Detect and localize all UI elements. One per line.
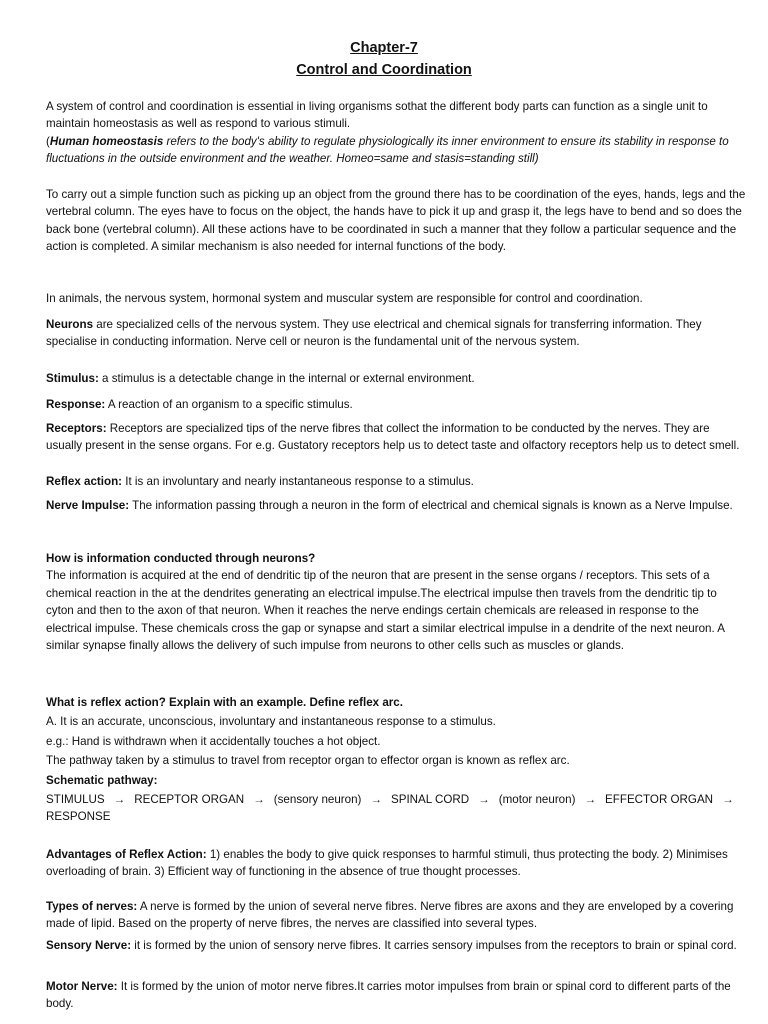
reflex-arc-definition: The pathway taken by a stimulus to travel from receptor organ to effector organ is known as reflex arc.	[46, 754, 570, 768]
sensory-nerve-text: it is formed by the union of sensory nerve fibres. It carries sensory impulses from the receptors to brain or spinal cord.	[131, 939, 737, 952]
receptors-paragraph	[46, 420, 746, 455]
stimulus-paragraph	[46, 370, 746, 387]
reflex-action-paragraph	[46, 473, 746, 490]
chapter-heading: Chapter-7	[350, 40, 418, 56]
advantages-text: 1) enables the body to give quick responses to harmful stimuli, thus protecting the body. 2) Minimises overloading of brain. 3) Efficient way of functioning in the absence of true thought processes.	[46, 848, 728, 879]
chapter-title: Control and Coordination	[296, 62, 472, 78]
reflex-answer: A. It is an accurate, unconscious, involuntary and instantaneous response to a stimulus.	[46, 715, 496, 729]
schematic-label: Schematic pathway:	[46, 773, 158, 787]
arrow-right-icon: →	[113, 793, 126, 807]
arrow-right-icon: →	[722, 793, 734, 807]
response-definition: A reaction of an organism to a specific stimulus.	[105, 398, 353, 411]
motor-nerve-term: Motor Nerve:	[46, 980, 118, 993]
arrow-right-icon: →	[253, 793, 265, 807]
homeostasis-definition: refers to the body's ability to regulate physiologically its inner environment to ensure its stability in response to fluctuations in the outside environment and the weather. Homeo=same and stasis=standing still)	[46, 134, 729, 166]
homeostasis-term: Human homeostasis	[49, 134, 164, 148]
nerve-impulse-definition: The information passing through a neuron in the form of electrical and chemical signals is known as a Nerve Impulse.	[129, 499, 733, 512]
step-response: RESPONSE	[46, 810, 111, 824]
advantages-term: Advantages of Reflex Action:	[46, 848, 207, 861]
intro-paren: (	[46, 134, 50, 148]
receptors-definition: Receptors are specialized tips of the nerve fibres that collect the information to be conducted by the nerves. They are usually present in the sense organs. For e.g. Gustatory receptors help us to detect taste and olfactory receptors help us to detect smell.	[46, 422, 740, 453]
reflex-action-definition: It is an involuntary and nearly instantaneous response to a stimulus.	[122, 475, 474, 488]
function-paragraph: To carry out a simple function such as picking up an object from the ground there has to be coordination of the eyes, hands, legs and the vertebral column. The eyes have to focus on the object, the hands have to pick it up and grasp it, the legs have to bend and so does the back bone (vertebral column). All these actions have to be coordinated in such a manner that they follow a particular sequence and the action is completed. A similar mechanism is also needed for internal functions of the body.	[46, 188, 746, 254]
animals-paragraph: In animals, the nervous system, hormonal system and muscular system are responsible for control and coordination.	[46, 292, 643, 305]
arrow-right-icon: →	[478, 793, 490, 807]
nerve-impulse-paragraph	[46, 497, 746, 514]
motor-nerve-text: It is formed by the union of motor nerve fibres.It carries motor impulses from brain or spinal cord to different parts of the body.	[46, 980, 731, 1011]
stimulus-term: Stimulus:	[46, 372, 99, 385]
step-stimulus: STIMULUS	[46, 793, 105, 807]
step-spinal-cord: SPINAL CORD	[391, 793, 470, 807]
neurons-paragraph	[46, 316, 746, 351]
neurons-definition: are specialized cells of the nervous system. They use electrical and chemical signals for transferring information. They specialise in conducting information. Nerve cell or neuron is the fundamental unit of the nervous system.	[46, 318, 702, 349]
info-answer: The information is acquired at the end of dendritic tip of the neuron that are present in the sense organs / receptors. This sets of a chemical reaction in the at the dendrites generating an electrical impulse.The electrical impulse then travels from the dendritic tip to cyton and then to the axon of that neuron. When it reaches the nerve endings certain chemicals are released in response to the electrical impulse. These chemicals cross the gap or synapse and start a similar electrical impulse in a dendrite of the next neuron. A similar synapse finally allows the delivery of such impulse from neurons to other cells such as muscles or glands.	[46, 569, 725, 653]
response-term: Response:	[46, 398, 106, 411]
step-effector-organ: EFFECTOR ORGAN	[605, 793, 714, 807]
reflex-example: e.g.: Hand is withdrawn when it accidentally touches a hot object.	[46, 734, 381, 748]
types-term: Types of nerves:	[46, 900, 138, 913]
sensory-nerve-paragraph	[46, 937, 746, 954]
motor-nerve-paragraph	[46, 978, 746, 1013]
advantages-paragraph	[46, 846, 746, 881]
intro-paragraph	[46, 98, 746, 168]
info-question-block	[46, 550, 746, 654]
types-paragraph	[46, 898, 746, 933]
nerve-impulse-term: Nerve Impulse:	[46, 499, 130, 512]
sensory-nerve-term: Sensory Nerve:	[46, 939, 132, 952]
step-sensory-neuron: (sensory neuron)	[273, 793, 362, 807]
schematic-pathway	[46, 791, 746, 826]
reflex-question: What is reflex action? Explain with an example. Define reflex arc.	[46, 696, 403, 709]
response-paragraph	[46, 396, 746, 413]
stimulus-definition: a stimulus is a detectable change in the internal or external environment.	[98, 372, 475, 385]
receptors-term: Receptors:	[46, 422, 107, 435]
step-receptor-organ: RECEPTOR ORGAN	[134, 793, 245, 807]
neurons-term: Neurons	[46, 318, 94, 331]
info-question: How is information conducted through neurons?	[46, 552, 316, 565]
types-text: A nerve is formed by the union of several nerve fibres. Nerve fibres are axons and they are enveloped by a covering made of lipid. Based on the property of nerve fibres, the nerves are classified into several types.	[46, 900, 734, 931]
arrow-right-icon: →	[370, 793, 382, 807]
arrow-right-icon: →	[584, 793, 597, 807]
reflex-action-term: Reflex action:	[46, 475, 123, 488]
intro-text: A system of control and coordination is essential in living organisms sothat the different body parts can function as a single unit to maintain homeostasis as well as respond to various stimuli.	[46, 100, 708, 131]
step-motor-neuron: (motor neuron)	[498, 793, 576, 807]
reflex-question-block	[46, 694, 746, 826]
